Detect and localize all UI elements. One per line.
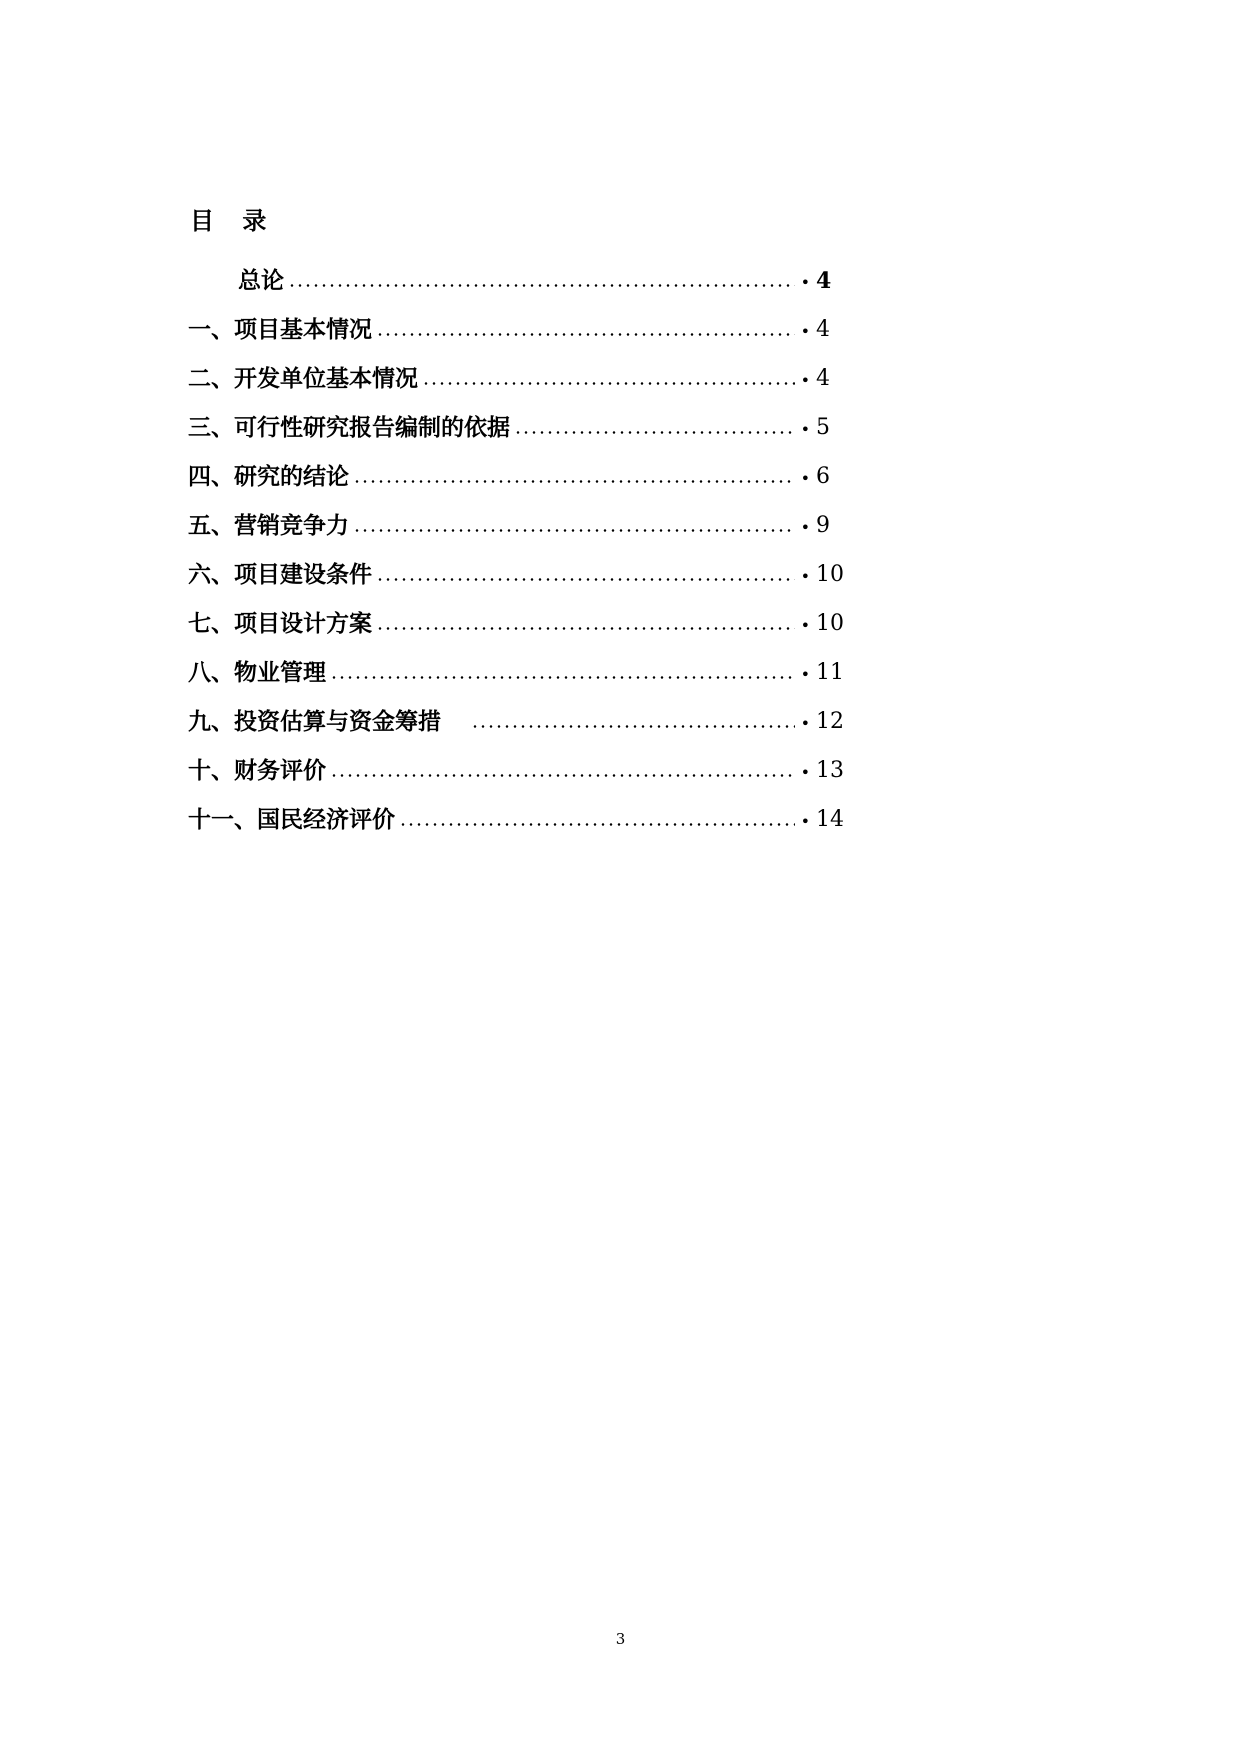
bullet-icon: • <box>800 762 810 782</box>
toc-entry-7[interactable] <box>188 599 844 648</box>
toc-entry-label: 九、投资估算与资金筹措 <box>188 708 441 735</box>
toc-entry-page: 10 <box>816 561 844 587</box>
bullet-icon: • <box>800 615 810 635</box>
bullet-icon: • <box>800 419 810 439</box>
dot-leader <box>376 333 795 336</box>
toc-entry-label: 二、开发单位基本情况 <box>188 365 418 392</box>
toc-entry-5[interactable] <box>188 501 844 550</box>
page-number: 3 <box>615 1630 626 1648</box>
dot-leader <box>353 480 795 483</box>
toc-entry-page: 10 <box>816 610 844 636</box>
toc-entry-page: 4 <box>816 267 832 294</box>
dot-leader <box>353 529 795 532</box>
bullet-icon: • <box>800 517 810 537</box>
dot-leader <box>330 774 795 777</box>
dot-leader <box>376 578 795 581</box>
toc-entry-label: 总论 <box>238 267 284 294</box>
bullet-icon: • <box>800 468 810 488</box>
toc-entry-label: 六、项目建设条件 <box>188 561 372 588</box>
toc-entry-label: 十一、国民经济评价 <box>188 806 395 833</box>
toc-entry-label: 一、项目基本情况 <box>188 316 372 343</box>
bullet-icon: • <box>800 664 810 684</box>
toc-entry-general[interactable] <box>188 256 844 305</box>
toc-entry-label: 四、研究的结论 <box>188 463 349 490</box>
toc-entry-page: 4 <box>816 316 830 342</box>
toc-entry-page: 4 <box>816 365 830 391</box>
toc-entry-label: 三、可行性研究报告编制的依据 <box>188 414 510 441</box>
dot-leader <box>288 284 795 287</box>
toc-entry-4[interactable] <box>188 452 844 501</box>
dot-leader <box>330 676 795 679</box>
bullet-icon: • <box>800 566 810 586</box>
table-of-contents <box>188 256 844 844</box>
toc-entry-1[interactable] <box>188 305 844 354</box>
toc-entry-page: 14 <box>816 806 844 832</box>
toc-entry-page: 12 <box>816 708 844 734</box>
toc-entry-3[interactable] <box>188 403 844 452</box>
toc-entry-page: 5 <box>816 414 830 440</box>
dot-leader <box>471 725 795 728</box>
toc-entry-6[interactable] <box>188 550 844 599</box>
bullet-icon: • <box>800 713 810 733</box>
dot-leader <box>376 627 795 630</box>
toc-entry-page: 13 <box>816 757 844 783</box>
toc-entry-9[interactable] <box>188 697 844 746</box>
toc-entry-page: 11 <box>816 659 844 685</box>
toc-entry-label: 十、财务评价 <box>188 757 326 784</box>
toc-entry-8[interactable] <box>188 648 844 697</box>
bullet-icon: • <box>800 321 810 341</box>
dot-leader <box>399 823 795 826</box>
bullet-icon: • <box>800 370 810 390</box>
toc-entry-10[interactable] <box>188 746 844 795</box>
toc-entry-page: 9 <box>816 512 830 538</box>
toc-entry-2[interactable] <box>188 354 844 403</box>
toc-title: 目 录 <box>190 207 277 235</box>
toc-entry-page: 6 <box>816 463 830 489</box>
toc-entry-label: 八、物业管理 <box>188 659 326 686</box>
bullet-icon: • <box>800 272 810 292</box>
toc-entry-label: 五、营销竞争力 <box>188 512 349 539</box>
dot-leader <box>422 382 795 385</box>
dot-leader <box>514 431 795 434</box>
toc-entry-11[interactable] <box>188 795 844 844</box>
toc-entry-label: 七、项目设计方案 <box>188 610 372 637</box>
bullet-icon: • <box>800 811 810 831</box>
